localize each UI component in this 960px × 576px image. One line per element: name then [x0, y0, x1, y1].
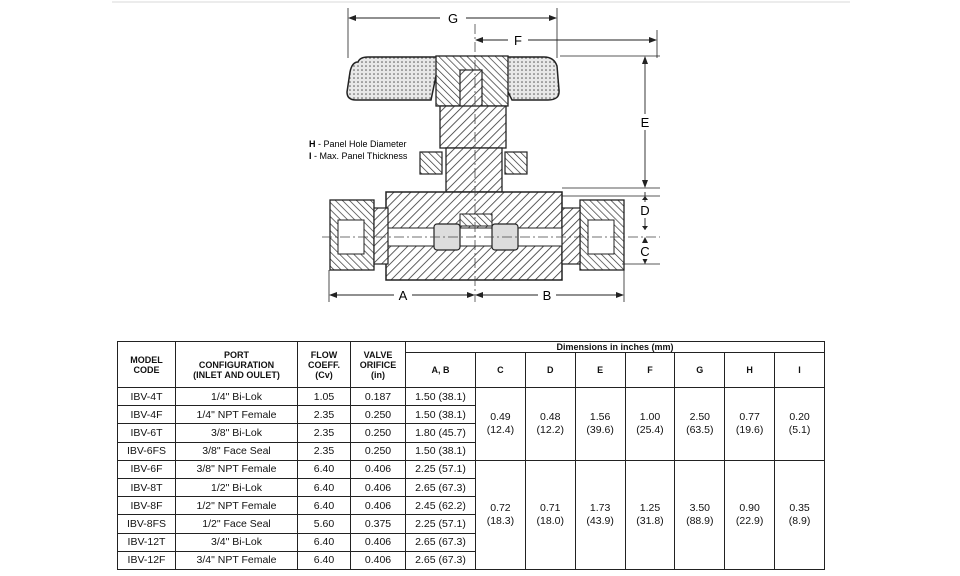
cell-flow-coeff: 6.40 — [298, 497, 351, 515]
cell-valve-orifice: 0.406 — [351, 478, 406, 496]
header-valve-orifice: VALVE ORIFICE (in) — [351, 342, 406, 388]
svg-text:H - Panel Hole Diameter — [309, 139, 407, 149]
cell-dim-c: 0.49 (12.4) — [476, 388, 526, 461]
cell-model-code: IBV-8FS — [118, 515, 176, 533]
cell-dim-i: 0.20 (5.1) — [775, 388, 825, 461]
cell-dim-e: 1.56 (39.6) — [575, 388, 625, 461]
cell-flow-coeff: 6.40 — [298, 460, 351, 478]
dim-label-g: G — [447, 11, 459, 26]
cell-dim-f: 1.00 (25.4) — [625, 388, 675, 461]
cell-flow-coeff: 6.40 — [298, 478, 351, 496]
cell-valve-orifice: 0.406 — [351, 460, 406, 478]
cell-valve-orifice: 0.250 — [351, 424, 406, 442]
cell-dim-h: 0.77 (19.6) — [725, 388, 775, 461]
dimension-c — [622, 237, 660, 264]
cell-dim-i: 0.35 (8.9) — [775, 460, 825, 569]
right-fitting-body — [562, 208, 580, 264]
cell-port-configuration: 1/2" Face Seal — [176, 515, 298, 533]
dim-label-c: C — [640, 244, 650, 259]
dimension-e — [560, 56, 660, 188]
dim-label-d: D — [640, 203, 650, 218]
cell-flow-coeff: 6.40 — [298, 533, 351, 551]
header-model-code: MODEL CODE — [118, 342, 176, 388]
cell-port-configuration: 3/4" Bi-Lok — [176, 533, 298, 551]
cell-dim-ab: 2.25 (57.1) — [406, 515, 476, 533]
legend-h-text: - Panel Hole Diameter — [315, 139, 407, 149]
dim-label-f: F — [514, 33, 522, 48]
legend-i-key: I — [309, 151, 312, 161]
cell-dim-ab: 2.65 (67.3) — [406, 551, 476, 569]
header-dim-f: F — [625, 353, 675, 388]
cell-dim-ab: 1.50 (38.1) — [406, 388, 476, 406]
header-dim-e: E — [575, 353, 625, 388]
cell-valve-orifice: 0.250 — [351, 442, 406, 460]
header-flow-coeff: FLOW COEFF. (Cv) — [298, 342, 351, 388]
svg-text:I - Max. Panel Thickness — [309, 151, 408, 161]
cell-valve-orifice: 0.406 — [351, 533, 406, 551]
cell-dim-g: 2.50 (63.5) — [675, 388, 725, 461]
cell-model-code: IBV-8F — [118, 497, 176, 515]
cell-dim-d: 0.48 (12.2) — [525, 388, 575, 461]
cell-dim-ab: 1.50 (38.1) — [406, 406, 476, 424]
cell-flow-coeff: 2.35 — [298, 424, 351, 442]
cell-model-code: IBV-4F — [118, 406, 176, 424]
cell-port-configuration: 3/8" NPT Female — [176, 460, 298, 478]
left-fitting-body — [374, 208, 388, 264]
cell-dim-e: 1.73 (43.9) — [575, 460, 625, 569]
table-row — [118, 460, 825, 478]
header-dim-d: D — [525, 353, 575, 388]
cell-flow-coeff: 6.40 — [298, 551, 351, 569]
cell-valve-orifice: 0.187 — [351, 388, 406, 406]
cell-model-code: IBV-6F — [118, 460, 176, 478]
cell-flow-coeff: 2.35 — [298, 406, 351, 424]
dimensions-table — [117, 341, 825, 570]
cell-model-code: IBV-8T — [118, 478, 176, 496]
panel-nut-right — [505, 152, 527, 174]
cell-dim-ab: 2.45 (62.2) — [406, 497, 476, 515]
cell-port-configuration: 3/4" NPT Female — [176, 551, 298, 569]
cell-dim-g: 3.50 (88.9) — [675, 460, 725, 569]
dim-label-b: B — [542, 288, 552, 303]
cell-valve-orifice: 0.406 — [351, 497, 406, 515]
header-dim-ab: A, B — [406, 353, 476, 388]
header-port-configuration: PORT CONFIGURATION (INLET AND OULET) — [176, 342, 298, 388]
cell-model-code: IBV-12F — [118, 551, 176, 569]
bonnet — [440, 106, 506, 148]
cell-dim-d: 0.71 (18.0) — [525, 460, 575, 569]
cell-model-code: IBV-6T — [118, 424, 176, 442]
panel-nut-left — [420, 152, 442, 174]
cell-port-configuration: 3/8" Face Seal — [176, 442, 298, 460]
dim-label-e: E — [640, 115, 650, 130]
legend-h-key: H — [309, 139, 316, 149]
cell-dim-f: 1.25 (31.8) — [625, 460, 675, 569]
cell-model-code: IBV-4T — [118, 388, 176, 406]
cell-dim-ab: 1.80 (45.7) — [406, 424, 476, 442]
header-dim-g: G — [675, 353, 725, 388]
cell-dim-c: 0.72 (18.3) — [476, 460, 526, 569]
cell-valve-orifice: 0.406 — [351, 551, 406, 569]
table-body — [118, 388, 825, 570]
cell-port-configuration: 1/4" NPT Female — [176, 406, 298, 424]
cell-flow-coeff: 5.60 — [298, 515, 351, 533]
cell-port-configuration: 3/8" Bi-Lok — [176, 424, 298, 442]
cell-model-code: IBV-12T — [118, 533, 176, 551]
stem-threads — [446, 148, 502, 192]
cell-flow-coeff: 2.35 — [298, 442, 351, 460]
cell-valve-orifice: 0.250 — [351, 406, 406, 424]
seat — [460, 214, 492, 226]
cell-dim-ab: 2.25 (57.1) — [406, 460, 476, 478]
header-dim-h: H — [725, 353, 775, 388]
cell-dim-ab: 2.65 (67.3) — [406, 478, 476, 496]
cell-flow-coeff: 1.05 — [298, 388, 351, 406]
dimension-f — [475, 30, 657, 58]
cell-port-configuration: 1/2" NPT Female — [176, 497, 298, 515]
cell-dim-ab: 2.65 (67.3) — [406, 533, 476, 551]
dim-label-a: A — [398, 288, 408, 303]
cell-dim-h: 0.90 (22.9) — [725, 460, 775, 569]
legend-i-text: - Max. Panel Thickness — [311, 151, 408, 161]
header-dimensions-group: Dimensions in inches (mm) — [406, 342, 825, 353]
header-dim-i: I — [775, 353, 825, 388]
cell-port-configuration: 1/2" Bi-Lok — [176, 478, 298, 496]
table-row — [118, 388, 825, 406]
cell-model-code: IBV-6FS — [118, 442, 176, 460]
cell-dim-ab: 1.50 (38.1) — [406, 442, 476, 460]
header-dim-c: C — [476, 353, 526, 388]
cell-port-configuration: 1/4" Bi-Lok — [176, 388, 298, 406]
panel-legend — [309, 139, 408, 161]
cell-valve-orifice: 0.375 — [351, 515, 406, 533]
